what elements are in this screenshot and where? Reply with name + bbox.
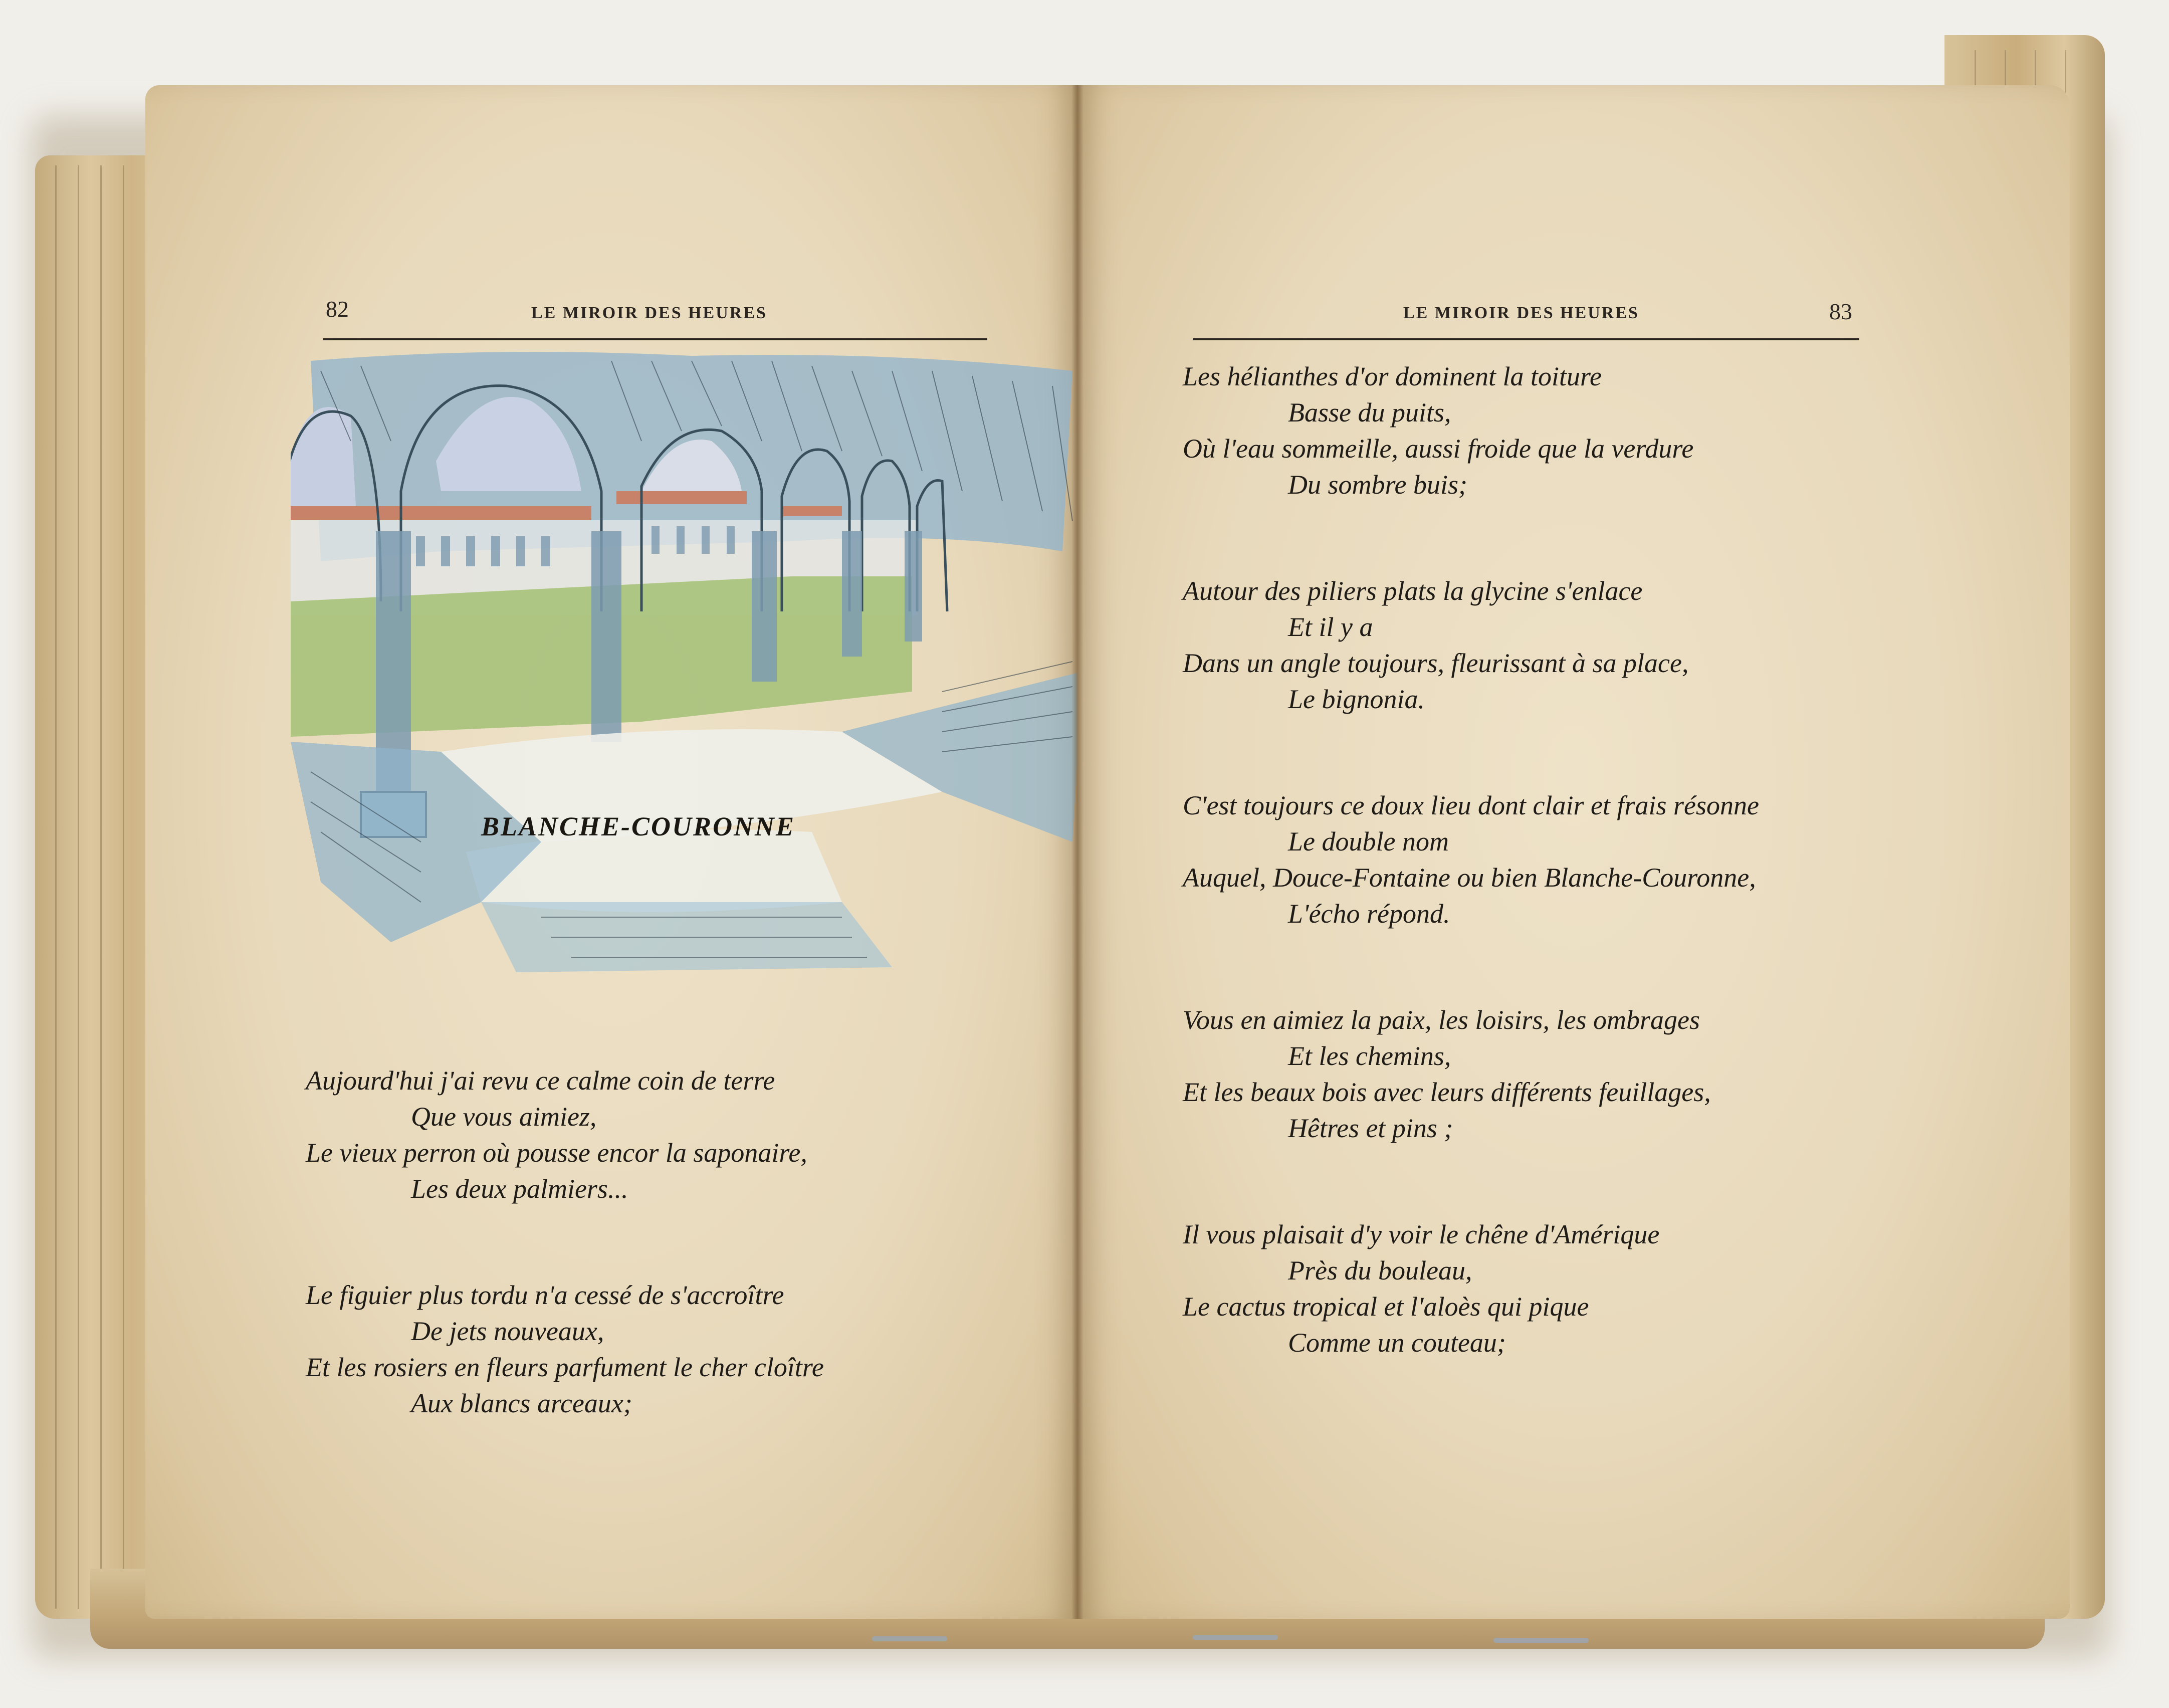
verse-line: Et les rosiers en fleurs parfument le cher cloître (306, 1352, 824, 1382)
header-rule-right (1193, 338, 1859, 340)
verse-line: Le cactus tropical et l'aloès qui pique (1183, 1292, 1589, 1322)
left-poem (306, 1062, 824, 1421)
verse-line: Dans un angle toujours, fleurissant à sa place, (1183, 648, 1689, 678)
paper-clip (872, 1636, 947, 1641)
verse-line: Et il y a (1288, 612, 1373, 642)
header-rule-left (323, 338, 987, 340)
book-gutter (1071, 85, 1083, 1619)
verse-line: Le vieux perron où pousse encor la saponaire, (306, 1138, 807, 1168)
verse-line: Autour des piliers plats la glycine s'enlace (1183, 576, 1643, 606)
stanza (306, 1277, 824, 1421)
stanza-gap (1183, 1146, 1759, 1216)
verse-line: Où l'eau sommeille, aussi froide que la verdure (1183, 434, 1694, 464)
stanza-gap (1183, 932, 1759, 1002)
running-head-left: LE MIROIR DES HEURES (531, 304, 767, 322)
paper-clip (1493, 1638, 1589, 1643)
paper-clip (1193, 1635, 1278, 1640)
page-number-left: 82 (326, 296, 349, 322)
verse-line: Hêtres et pins ; (1288, 1113, 1453, 1143)
stanza (1183, 1002, 1759, 1146)
verse-line: Aujourd'hui j'ai revu ce calme coin de terre (306, 1065, 775, 1096)
verse-line: Comme un couteau; (1288, 1328, 1506, 1358)
verse-line: Du sombre buis; (1288, 470, 1467, 500)
page-number-right: 83 (1829, 299, 1852, 324)
verse-line: L'écho répond. (1288, 899, 1450, 929)
stanza-gap (306, 1207, 824, 1277)
verse-line: Les hélianthes d'or dominent la toiture (1183, 361, 1602, 391)
left-page (145, 85, 1077, 1619)
stanza-gap (1183, 503, 1759, 573)
verse-line: Les deux palmiers... (411, 1174, 628, 1204)
right-poem (1183, 358, 1759, 1361)
verse-line: Et les chemins, (1288, 1041, 1451, 1071)
right-page (1077, 85, 2070, 1619)
verse-line: Auquel, Douce-Fontaine ou bien Blanche-Couronne, (1183, 863, 1756, 893)
verse-line: Il vous plaisait d'y voir le chêne d'Amérique (1183, 1219, 1660, 1249)
verse-line: Basse du puits, (1288, 397, 1451, 428)
verse-line: De jets nouveaux, (411, 1316, 604, 1346)
stanza (306, 1062, 824, 1207)
verse-line: Le figuier plus tordu n'a cessé de s'accroître (306, 1280, 784, 1310)
verse-line: Le bignonia. (1288, 684, 1425, 714)
running-head-right: LE MIROIR DES HEURES (1403, 304, 1639, 322)
stanza (1183, 1216, 1759, 1361)
verse-line: Vous en aimiez la paix, les loisirs, les ombrages (1183, 1005, 1700, 1035)
illustration-title: BLANCHE-COURONNE (481, 811, 796, 841)
stanza (1183, 573, 1759, 717)
verse-line: Près du bouleau, (1288, 1255, 1472, 1286)
verse-line: Que vous aimiez, (411, 1102, 597, 1132)
verse-line: C'est toujours ce doux lieu dont clair et frais résonne (1183, 790, 1759, 820)
cloister-illustration (291, 341, 1077, 987)
verse-line: Le double nom (1288, 826, 1449, 857)
stanza-gap (1183, 717, 1759, 787)
verse-line: Aux blancs arceaux; (411, 1388, 632, 1418)
stanza (1183, 358, 1759, 503)
verse-line: Et les beaux bois avec leurs différents feuillages, (1183, 1077, 1711, 1107)
stanza (1183, 787, 1759, 932)
